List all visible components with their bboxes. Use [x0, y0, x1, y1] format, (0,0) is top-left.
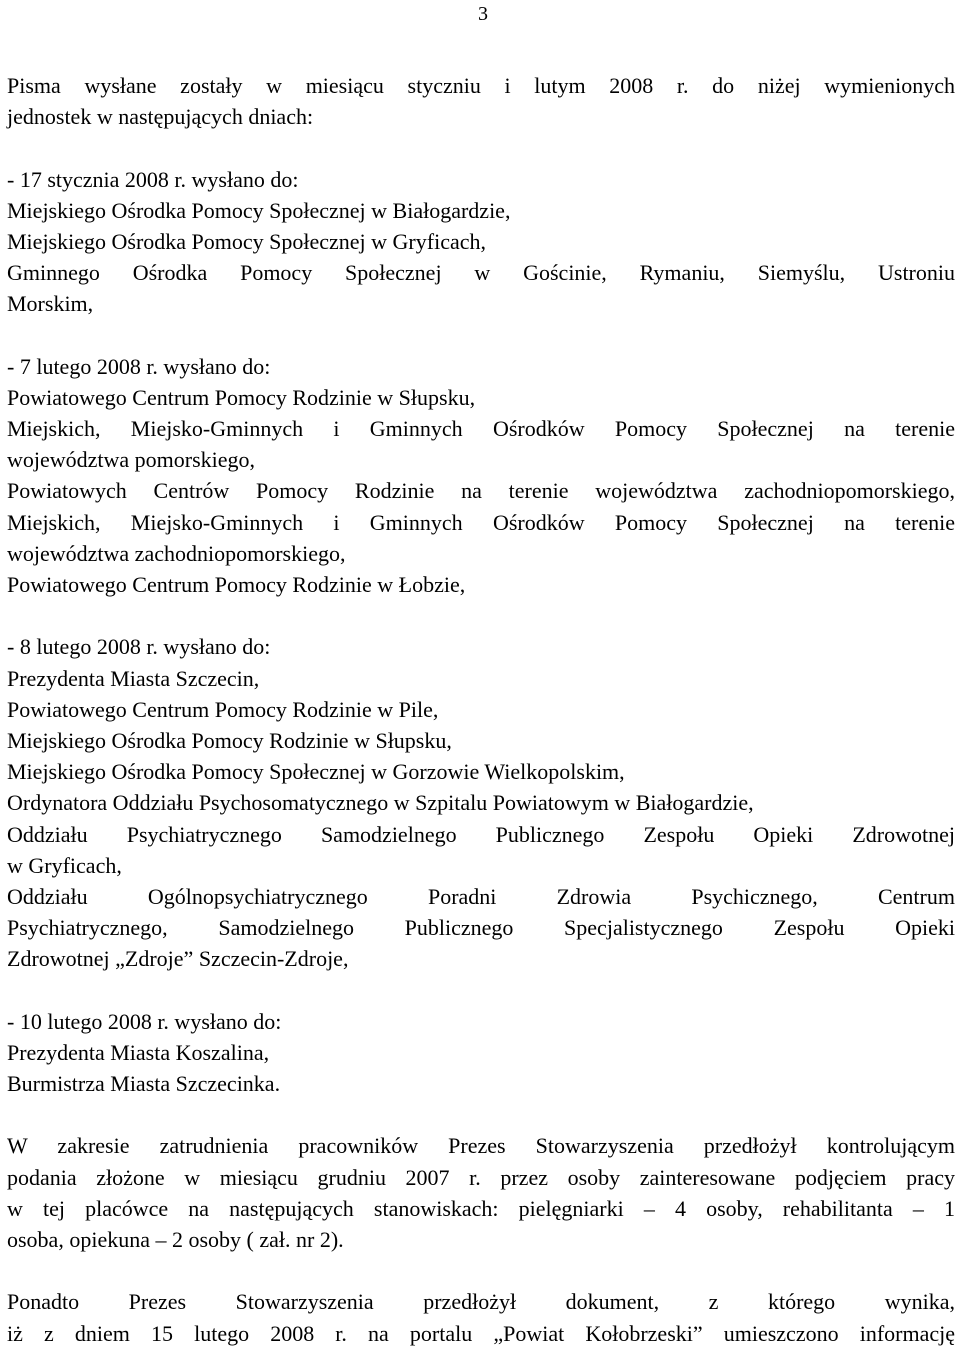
- list-item: Oddziału Ogólnopsychiatrycznego Poradni Zdrowia Psychicznego, Centrum: [7, 883, 955, 909]
- section-17-january: [7, 164, 955, 320]
- section-10-february: [7, 1006, 955, 1100]
- section-8-february: [7, 631, 955, 974]
- text-line: Pisma wysłane zostały w miesiącu styczniu i lutym 2008 r. do niżej wymienionych: [7, 73, 955, 98]
- section-heading: - 17 stycznia 2008 r. wysłano do:: [7, 166, 299, 192]
- text-line: w tej placówce na następujących stanowiskach: pielęgniarki – 4 osoby, rehabilitanta – 1: [7, 1195, 955, 1221]
- list-item: Miejskiego Ośrodka Pomocy Społecznej w Gorzowie Wielkopolskim,: [7, 759, 625, 785]
- text-line: podania złożone w miesiącu grudniu 2007 r. przez osoby zainteresowane podjęciem pracy: [7, 1164, 955, 1190]
- section-heading: - 7 lutego 2008 r. wysłano do:: [7, 353, 271, 379]
- list-item: Miejskich, Miejsko-Gminnych i Gminnych Ośrodków Pomocy Społecznej na terenie: [7, 416, 955, 442]
- text-line: W zakresie zatrudnienia pracowników Prezes Stowarzyszenia przedłożył kontrolującym: [7, 1133, 955, 1159]
- list-item: Powiatowego Centrum Pomocy Rodzinie w Słupsku,: [7, 384, 476, 410]
- list-item: Morskim,: [7, 291, 94, 317]
- intro-paragraph: [7, 70, 955, 132]
- list-item: województwa pomorskiego,: [7, 447, 256, 473]
- text-line: Ponadto Prezes Stowarzyszenia przedłożył dokument, z którego wynika,: [7, 1289, 955, 1315]
- list-item: Miejskiego Ośrodka Pomocy Społecznej w Gryficach,: [7, 228, 486, 254]
- text-line: osoba, opiekuna – 2 osoby ( zał. nr 2).: [7, 1226, 344, 1252]
- list-item: Powiatowych Centrów Pomocy Rodzinie na terenie województwa zachodniopomorskiego,: [7, 478, 955, 504]
- list-item: Powiatowego Centrum Pomocy Rodzinie w Pile,: [7, 696, 439, 722]
- final-paragraph: [7, 1286, 955, 1348]
- list-item: Prezydenta Miasta Szczecin,: [7, 665, 260, 691]
- list-item: Oddziału Psychiatrycznego Samodzielnego Publicznego Zespołu Opieki Zdrowotnej: [7, 821, 955, 847]
- list-item: Miejskiego Ośrodka Pomocy Rodzinie w Słupsku,: [7, 727, 452, 753]
- section-heading: - 10 lutego 2008 r. wysłano do:: [7, 1008, 282, 1034]
- text-line: iż z dniem 15 lutego 2008 r. na portalu „Powiat Kołobrzeski” umieszczono informację: [7, 1320, 955, 1346]
- list-item: Prezydenta Miasta Koszalina,: [7, 1039, 270, 1065]
- list-item: Powiatowego Centrum Pomocy Rodzinie w Łobzie,: [7, 572, 466, 597]
- list-item: Psychiatrycznego, Samodzielnego Publicznego Specjalistycznego Zespołu Opieki: [7, 915, 955, 941]
- list-item: Miejskiego Ośrodka Pomocy Społecznej w Białogardzie,: [7, 197, 511, 223]
- document-body: [7, 70, 955, 1349]
- section-heading: - 8 lutego 2008 r. wysłano do:: [7, 634, 271, 660]
- list-item: Gminnego Ośrodka Pomocy Społecznej w Gościnie, Rymaniu, Siemyślu, Ustroniu: [7, 260, 955, 286]
- page-number: 3: [478, 3, 488, 25]
- section-7-february: [7, 351, 955, 601]
- list-item: w Gryficach,: [7, 852, 122, 878]
- list-item: Ordynatora Oddziału Psychosomatycznego w Szpitalu Powiatowym w Białogardzie,: [7, 790, 754, 816]
- list-item: Miejskich, Miejsko-Gminnych i Gminnych Ośrodków Pomocy Społecznej na terenie: [7, 509, 955, 535]
- employment-paragraph: [7, 1130, 955, 1255]
- list-item: województwa zachodniopomorskiego,: [7, 540, 346, 566]
- list-item: Burmistrza Miasta Szczecinka.: [7, 1071, 281, 1096]
- text-line: jednostek w następujących dniach:: [7, 104, 314, 130]
- list-item: Zdrowotnej „Zdroje” Szczecin-Zdroje,: [7, 946, 349, 972]
